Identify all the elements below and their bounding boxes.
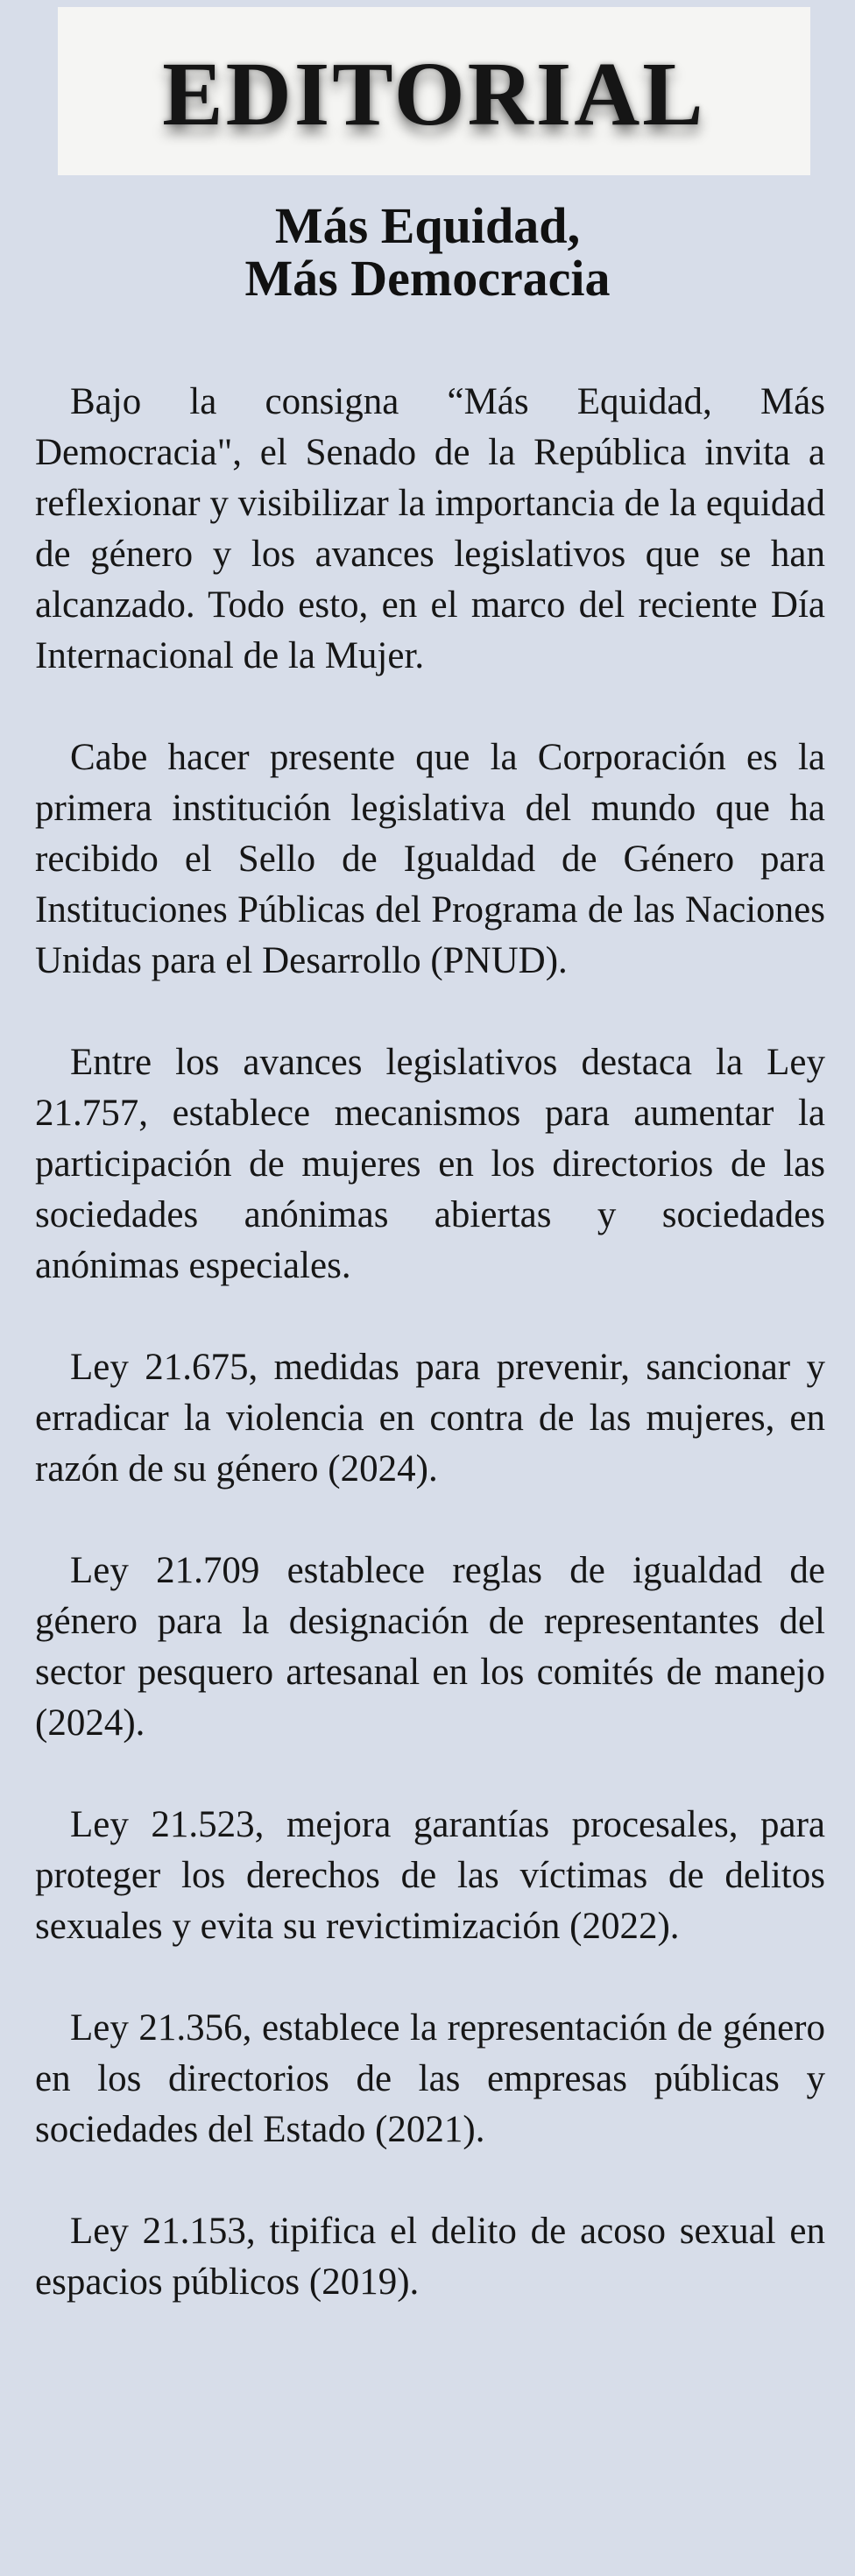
article-paragraph: Ley 21.523, mejora garantías procesales, para proteger los derechos de las víctimas de delitos sexuales y evita su revictimización (2022). [35,1804,825,1947]
article-paragraph: Entre los avances legislativos destaca la Ley 21.757, establece mecanismos para aumentar la participación de mujeres en los directorios de las sociedades anónimas abiertas y sociedades anónimas especiales. [35,1042,825,1286]
article-paragraph: Bajo la consigna “Más Equidad, Más Democracia", el Senado de la República invita a reflexionar y visibilizar la importancia de la equidad de género y los avances legislativos que se han alcanzado. Todo esto, en el marco del reciente Día Internacional de la Mujer. [35,381,825,676]
article-paragraph: Ley 21.356, establece la representación de género en los directorios de las empresas públicas y sociedades del Estado (2021). [35,2007,825,2150]
editorial-header-title: EDITORIAL [162,43,706,145]
article-paragraph: Ley 21.153, tipifica el delito de acoso sexual en espacios públicos (2019). [35,2211,825,2303]
article-body [35,377,825,2359]
article-paragraph: Ley 21.675, medidas para prevenir, sancionar y erradicar la violencia en contra de las mujeres, en razón de su género (2024). [35,1347,825,1490]
editorial-header-box [58,7,810,175]
article-paragraph: Ley 21.709 establece reglas de igualdad de género para la designación de representantes del sector pesquero artesanal en los comités de manejo (2024). [35,1550,825,1744]
headline-line-1: Más Equidad, [274,197,581,254]
article-paragraph: Cabe hacer presente que la Corporación es la primera institución legislativa del mundo que ha recibido el Sello de Igualdad de Género para Instituciones Públicas del Programa de las Naciones Unidas para el Desarrollo (PNUD). [35,737,825,981]
headline-line-2: Más Democracia [244,250,611,307]
article-headline [0,197,855,307]
